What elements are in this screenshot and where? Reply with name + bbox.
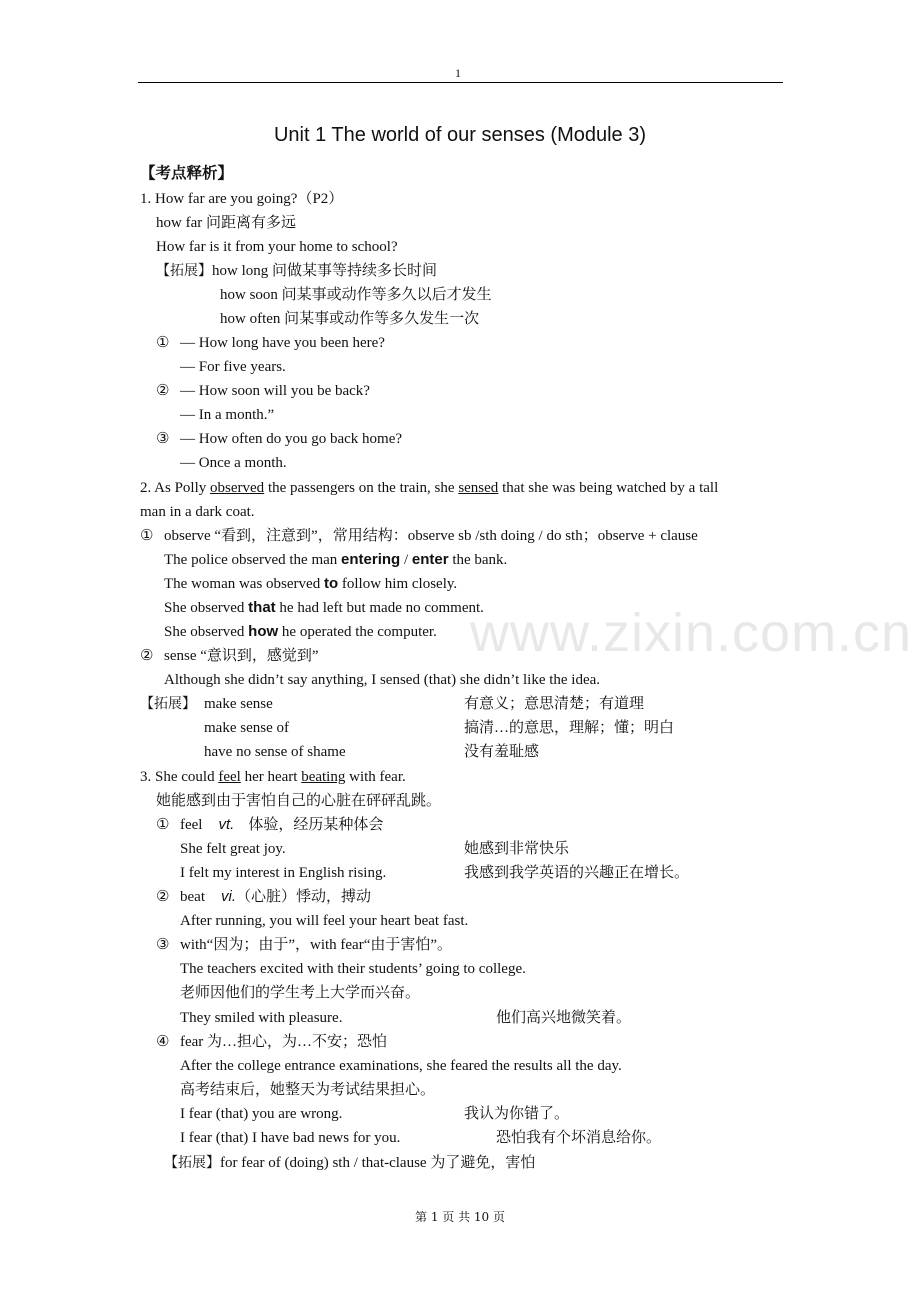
howsoon-def: how soon 问某事或动作等多久以后才发生	[220, 287, 492, 303]
point-1-question: 1. How far are you going?（P2）	[140, 191, 344, 207]
page-title: Unit 1 The world of our senses (Module 3)	[273, 124, 647, 146]
circled-number-2: ②	[156, 383, 170, 399]
circled-number-1: ①	[140, 528, 154, 544]
word-sensed: sensed	[458, 480, 499, 496]
word-beating: beating	[301, 769, 346, 785]
fear-example-2: I fear (that) you are wrong.	[180, 1106, 343, 1122]
fear-definition: fear 为…担心，为…不安；恐怕	[180, 1034, 388, 1050]
circled-number-1: ①	[156, 335, 170, 351]
extension-label: 【拓展】	[164, 1155, 220, 1171]
fear-example-2-zh: 我认为你错了。	[464, 1106, 570, 1122]
sense-definition: sense “意识到，感觉到”	[164, 648, 319, 664]
feel-example-2: I felt my interest in English rising.	[180, 865, 387, 881]
dialogue-1-answer: — For five years.	[180, 359, 286, 375]
observe-definition: observe “看到，注意到”，常用结构：observe sb /sth doing / do sth；observe + clause	[164, 528, 698, 544]
phrase-make-sense-of-zh: 搞清…的意思，理解；懂；明白	[464, 720, 675, 736]
with-example-2-zh: 他们高兴地微笑着。	[496, 1010, 632, 1026]
phrase-no-shame: have no sense of shame	[204, 744, 346, 760]
feel-example-1-zh: 她感到非常快乐	[464, 841, 570, 857]
circled-number-2: ②	[140, 648, 154, 664]
observe-example-1: The police observed the man entering / enter the bank.	[164, 551, 508, 568]
word-feel: feel	[218, 769, 241, 785]
observe-example-2: The woman was observed to follow him closely.	[164, 575, 458, 592]
fear-example-1: After the college entrance examinations, she feared the results all the day.	[180, 1058, 622, 1074]
section-heading: 【考点释析】	[140, 164, 234, 182]
fear-extension: 【拓展】for fear of (doing) sth / that-clause 为了避免，害怕	[164, 1155, 536, 1171]
phrase-make-sense-of: make sense of	[204, 720, 289, 736]
extension-label: 【拓展】	[156, 263, 212, 279]
sense-example: Although she didn’t say anything, I sensed (that) she didn’t like the idea.	[164, 672, 601, 688]
watermark: www.zixin.com.cn	[470, 603, 913, 663]
observe-example-3: She observed that he had left but made no comment.	[164, 599, 484, 616]
feel-definition: feel vt. 体验，经历某种体会	[180, 816, 384, 833]
dialogue-2-question: — How soon will you be back?	[180, 383, 370, 399]
phrase-make-sense-zh: 有意义；意思清楚；有道理	[464, 696, 645, 712]
point-1-extension	[156, 261, 437, 281]
fear-example-1-zh: 高考结束后，她整天为考试结果担心。	[180, 1082, 436, 1098]
phrase-no-shame-zh: 没有羞耻感	[464, 744, 540, 760]
dialogue-3-question: — How often do you go back home?	[180, 431, 403, 447]
point-1-howfar-example: How far is it from your home to school?	[156, 239, 398, 255]
header-rule	[138, 82, 783, 83]
with-example-2: They smiled with pleasure.	[180, 1010, 343, 1026]
howoften-def: how often 问某事或动作等多久发生一次	[220, 311, 480, 327]
circled-number-1: ①	[156, 817, 170, 833]
point-1-howfar: how far 问距离有多远	[156, 215, 296, 231]
feel-example-2-zh: 我感到我学英语的兴趣正在增长。	[464, 865, 690, 881]
with-example-1: The teachers excited with their students’ going to college.	[180, 961, 526, 977]
circled-number-2: ②	[156, 889, 170, 905]
with-example-1-zh: 老师因他们的学生考上大学而兴奋。	[180, 985, 421, 1001]
with-definition: with“因为；由于”，with fear“由于害怕”。	[180, 937, 453, 953]
beat-definition: beat vi.（心脏）悸动，搏动	[180, 888, 371, 905]
point-2-sentence-cont: man in a dark coat.	[140, 504, 255, 520]
circled-number-3: ③	[156, 431, 170, 447]
phrase-make-sense: make sense	[204, 696, 273, 712]
point-2-sentence: 2. As Polly observed the passengers on the train, she sensed that she was being watched by a tall	[140, 480, 719, 496]
feel-example-1: She felt great joy.	[180, 841, 286, 857]
circled-number-3: ③	[156, 937, 170, 953]
page-footer: 第 1 页 共 10 页	[415, 1210, 505, 1224]
fear-example-3-zh: 恐怕我有个坏消息给你。	[496, 1130, 662, 1146]
circled-number-4: ④	[156, 1034, 170, 1050]
point-3-translation: 她能感到由于害怕自己的心脏在砰砰乱跳。	[156, 793, 442, 809]
point-3-sentence: 3. She could feel her heart beating with fear.	[140, 769, 406, 785]
dialogue-3-answer: — Once a month.	[180, 455, 287, 471]
fear-example-3: I fear (that) I have bad news for you.	[180, 1130, 401, 1146]
word-observed: observed	[210, 480, 265, 496]
observe-example-4: She observed how he operated the computer.	[164, 623, 437, 640]
extension-label: 【拓展】	[140, 696, 196, 712]
dialogue-1-question: — How long have you been here?	[180, 335, 385, 351]
howlong-def: how long 问做某事等持续多长时间	[212, 263, 438, 279]
header-page-number: 1	[455, 66, 461, 80]
dialogue-2-answer: — In a month.”	[180, 407, 275, 423]
beat-example: After running, you will feel your heart beat fast.	[180, 913, 469, 929]
